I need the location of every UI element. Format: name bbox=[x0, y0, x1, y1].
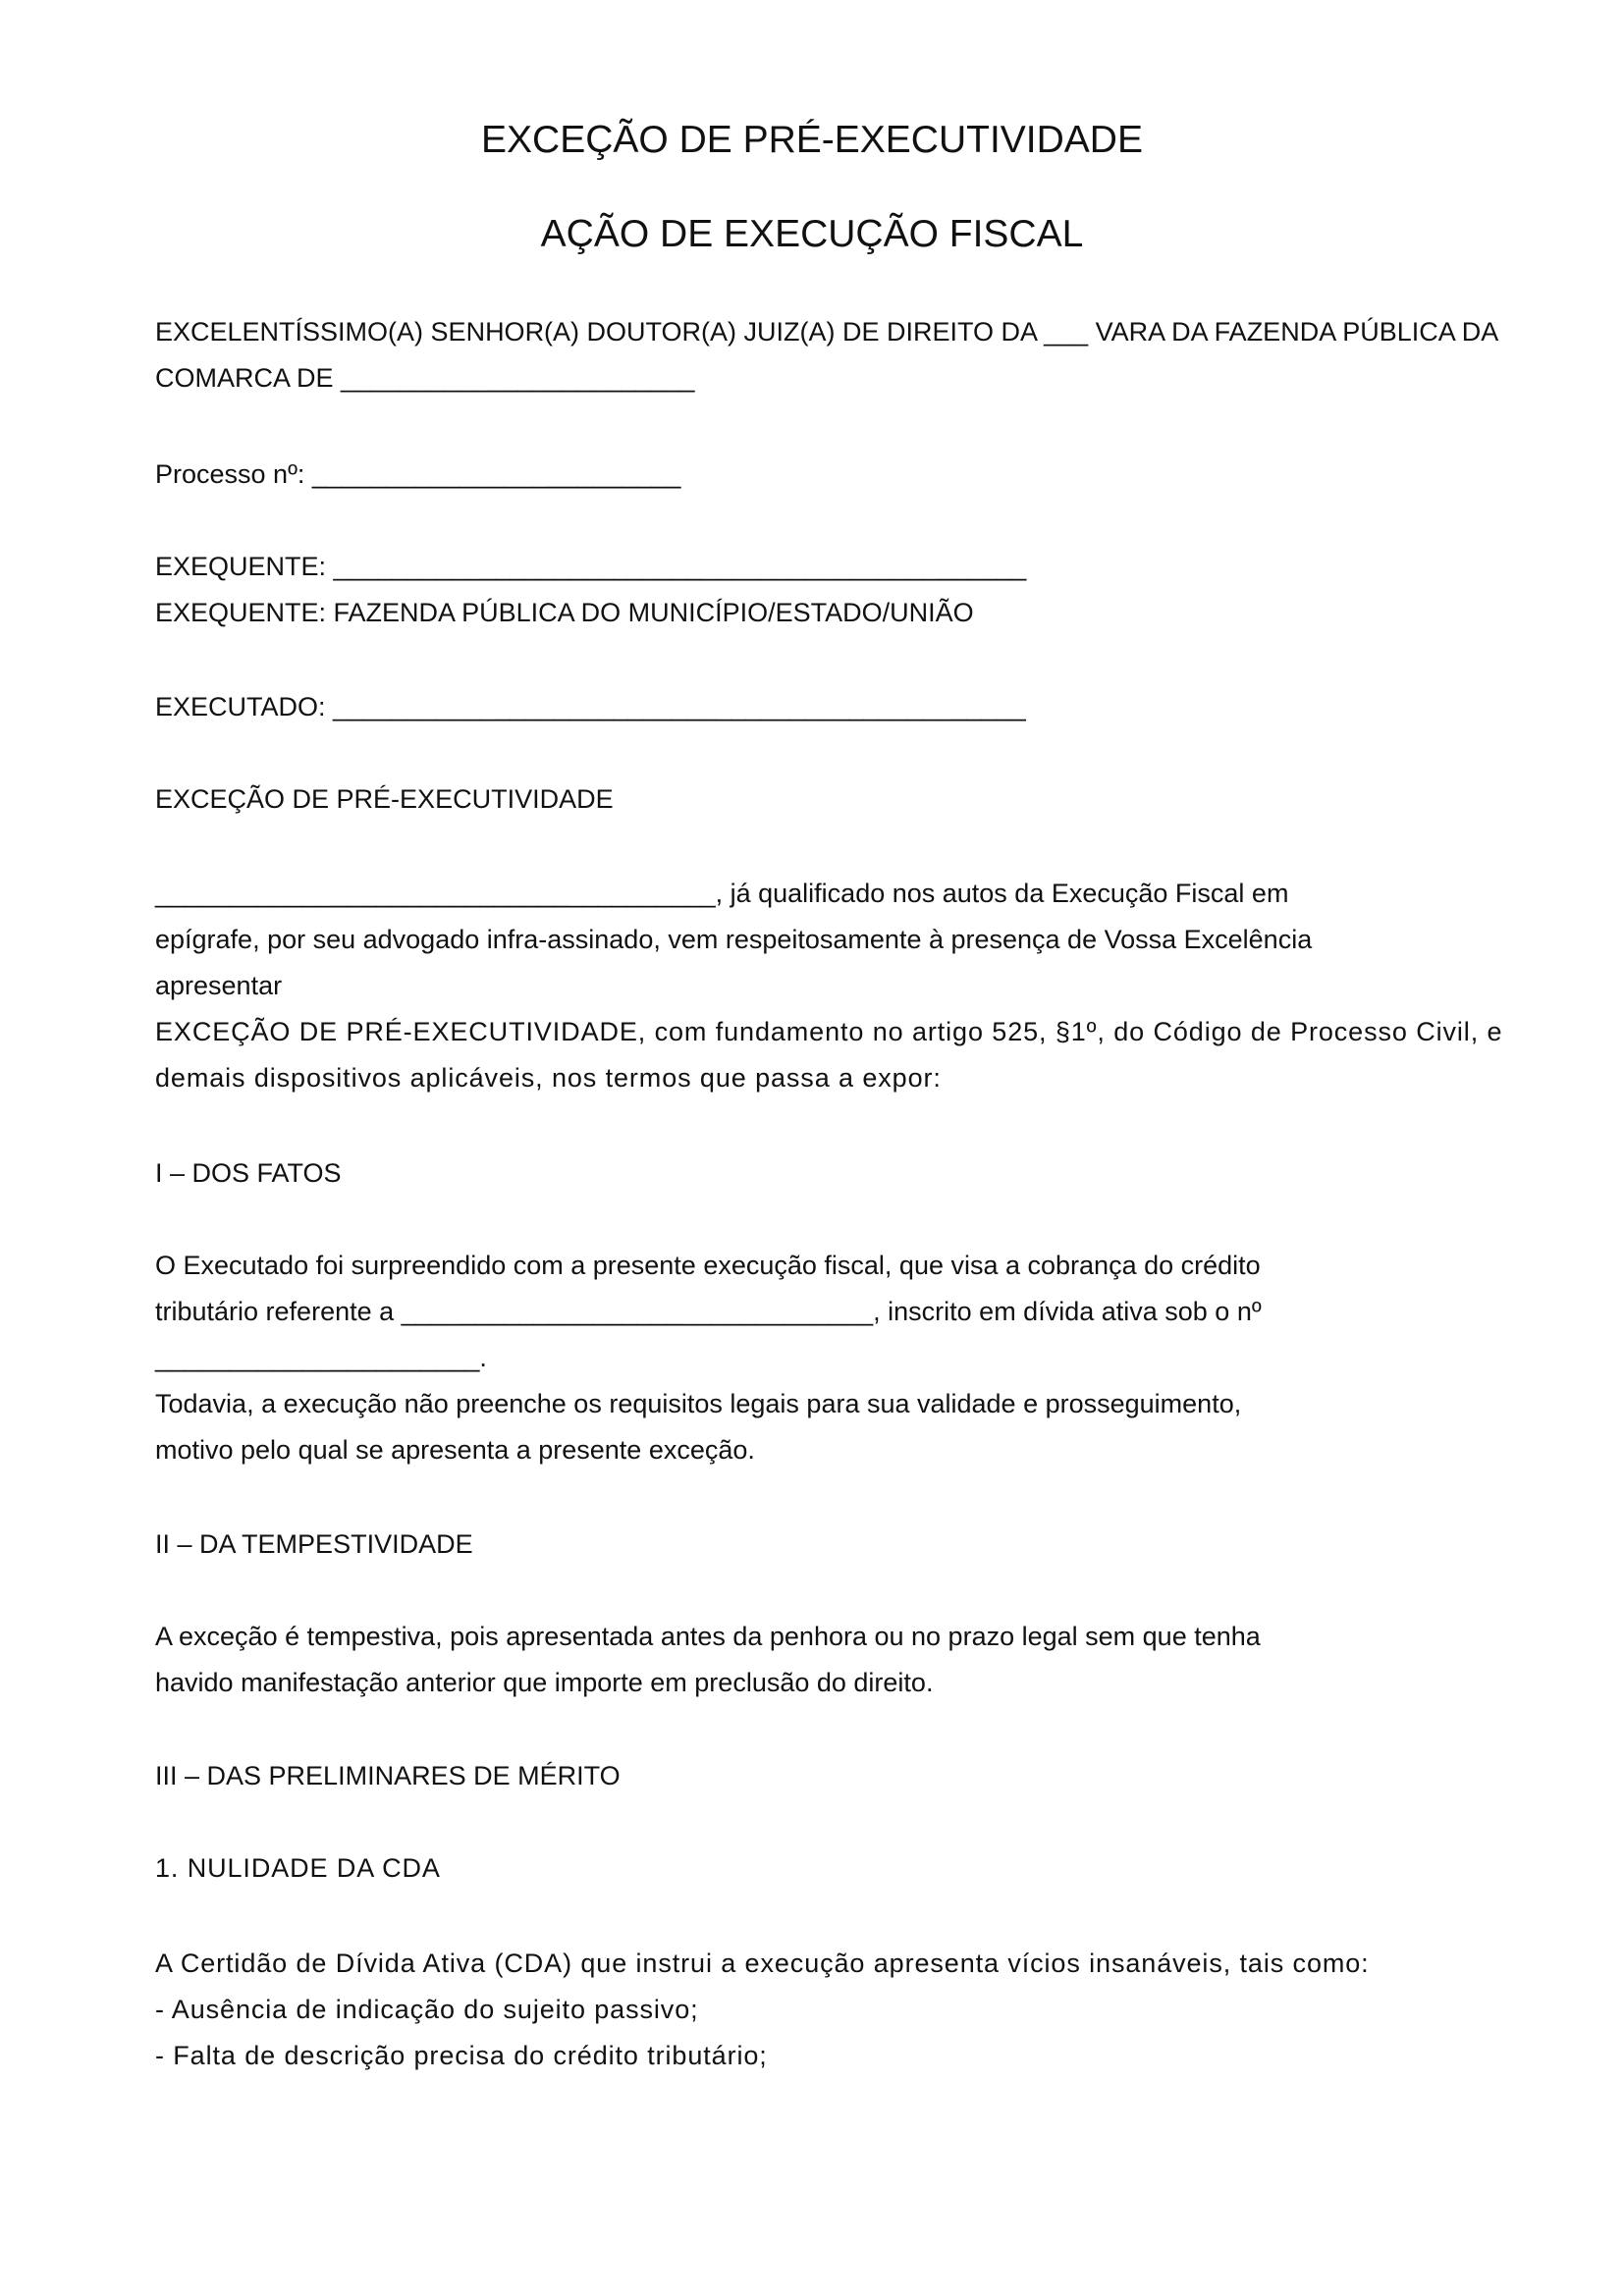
document-title: EXCEÇÃO DE PRÉ-EXECUTIVIDADE bbox=[481, 119, 1143, 161]
nulidade-line: - Falta de descrição precisa do crédito tributário; bbox=[155, 2041, 768, 2070]
petition-heading: EXCEÇÃO DE PRÉ-EXECUTIVIDADE bbox=[155, 784, 614, 814]
section-heading-tempestividade: II – DA TEMPESTIVIDADE bbox=[155, 1529, 473, 1559]
intro-line: ______________________________________, já qualificado nos autos da Execução Fiscal em bbox=[155, 879, 1289, 908]
intro-line: epígrafe, por seu advogado infra-assinado, vem respeitosamente à presença de Vossa Excelência bbox=[155, 925, 1313, 954]
fatos-line: O Executado foi surpreendido com a presente execução fiscal, que visa a cobrança do crédito bbox=[155, 1251, 1261, 1280]
tempestividade-line: A exceção é tempestiva, pois apresentada antes da penhora ou no prazo legal sem que tenha bbox=[155, 1622, 1261, 1651]
addressee-line-1: EXCELENTÍSSIMO(A) SENHOR(A) DOUTOR(A) JUIZ(A) DE DIREITO DA ___ VARA DA FAZENDA PÚBLICA DA bbox=[155, 317, 1499, 347]
fatos-line: ______________________. bbox=[155, 1343, 487, 1372]
subsection-heading-nulidade-cda: 1. NULIDADE DA CDA bbox=[155, 1853, 441, 1883]
executado: EXECUTADO: _______________________________________________ bbox=[155, 692, 1026, 721]
fatos-line: Todavia, a execução não preenche os requisitos legais para sua validade e prosseguimento, bbox=[155, 1389, 1242, 1418]
document-subtitle: AÇÃO DE EXECUÇÃO FISCAL bbox=[540, 213, 1084, 255]
exequente-named: EXEQUENTE: FAZENDA PÚBLICA DO MUNICÍPIO/ESTADO/UNIÃO bbox=[155, 598, 974, 627]
intro-line: apresentar bbox=[155, 971, 283, 1000]
tempestividade-line: havido manifestação anterior que importe em preclusão do direito. bbox=[155, 1668, 934, 1697]
addressee-line-2: COMARCA DE ________________________ bbox=[155, 363, 695, 393]
section-heading-fatos: I – DOS FATOS bbox=[155, 1158, 342, 1188]
nulidade-line: A Certidão de Dívida Ativa (CDA) que instrui a execução apresenta vícios insanáveis, tais como: bbox=[155, 1949, 1370, 1978]
section-heading-preliminares: III – DAS PRELIMINARES DE MÉRITO bbox=[155, 1761, 621, 1790]
intro-line: EXCEÇÃO DE PRÉ-EXECUTIVIDADE, com fundamento no artigo 525, §1º, do Código de Processo Civil, e bbox=[155, 1017, 1503, 1046]
intro-line: demais dispositivos aplicáveis, nos termos que passa a expor: bbox=[155, 1063, 942, 1093]
fatos-line: motivo pelo qual se apresenta a presente exceção. bbox=[155, 1435, 755, 1465]
exequente-blank: EXEQUENTE: _______________________________________________ bbox=[155, 552, 1027, 581]
fatos-line: tributário referente a ________________________________, inscrito em dívida ativa sob o nº bbox=[155, 1297, 1262, 1326]
process-number: Processo nº: _________________________ bbox=[155, 459, 681, 489]
nulidade-line: - Ausência de indicação do sujeito passivo; bbox=[155, 1995, 699, 2024]
